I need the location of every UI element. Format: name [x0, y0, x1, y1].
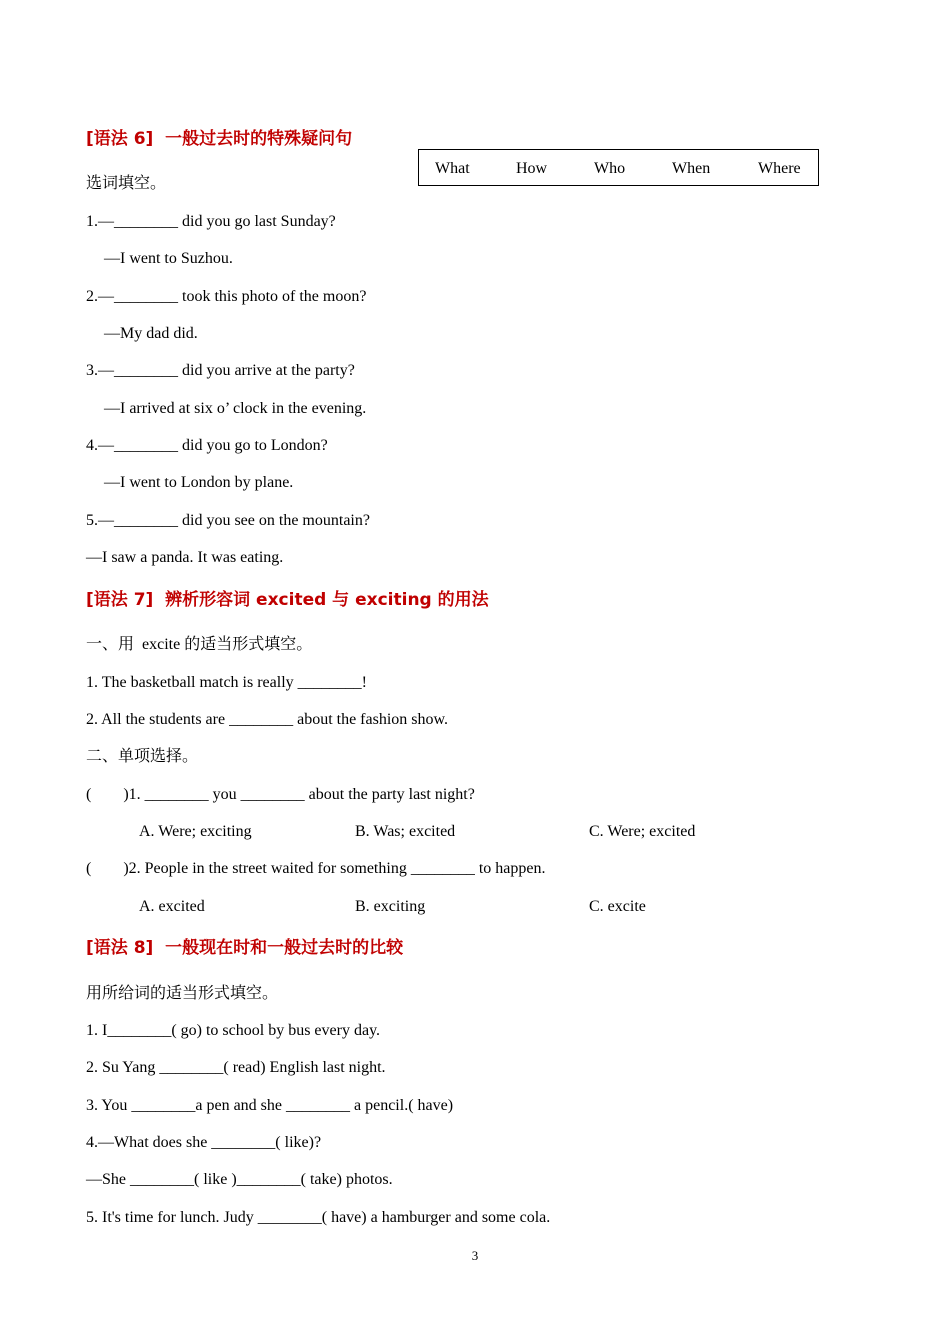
fill-item: 2. Su Yang ________( read) English last night. [86, 1059, 386, 1076]
section-8-instruction: 用所给词的适当形式填空。 [86, 985, 279, 1002]
question-line: 4.—________ did you go to London? [86, 437, 328, 454]
word-bank-box [418, 149, 819, 186]
word-bank-word: Where [758, 160, 801, 177]
fill-item: 1. The basketball match is really ________! [86, 674, 367, 691]
section-8-title: [语法 8] 一般现在时和一般过去时的比较 [86, 938, 404, 958]
word-bank-word: What [435, 160, 470, 177]
question-line: 3.—________ did you arrive at the party? [86, 362, 355, 379]
word-bank-word: Who [594, 160, 626, 177]
question-line: 5.—________ did you see on the mountain? [86, 512, 370, 529]
mc-option: B. exciting [355, 898, 426, 915]
question-line: 1.—________ did you go last Sunday? [86, 213, 336, 230]
fill-item: 2. All the students are ________ about the fashion show. [86, 711, 449, 728]
section-7-title: [语法 7] 辨析形容词 excited 与 exciting 的用法 [86, 590, 489, 610]
fill-item: 4.—What does she ________( like)? [86, 1134, 322, 1151]
fill-item: 1. I________( go) to school by bus every day. [86, 1022, 381, 1039]
mc-option: C. Were; excited [589, 823, 696, 840]
page-number: 3 [471, 1248, 479, 1263]
answer-line: —I went to Suzhou. [104, 250, 233, 267]
section-6-instruction: 选词填空。 [86, 175, 167, 192]
fill-item: 3. You ________a pen and she ________ a pencil.( have) [86, 1097, 454, 1114]
answer-line: —I arrived at six o’ clock in the evening. [104, 400, 367, 417]
word-bank-word: How [516, 160, 548, 177]
mc-option: C. excite [589, 898, 646, 915]
answer-line: —I saw a panda. It was eating. [86, 549, 284, 566]
part-1-title: 一、用 excite 的适当形式填空。 [86, 636, 313, 653]
mc-question: ( )1. ________ you ________ about the party last night? [86, 786, 475, 803]
answer-line: —My dad did. [104, 325, 198, 342]
mc-question: ( )2. People in the street waited for something ________ to happen. [86, 860, 546, 877]
mc-option: B. Was; excited [355, 823, 456, 840]
fill-item: —She ________( like )________( take) photos. [86, 1171, 393, 1188]
mc-option: A. Were; exciting [139, 823, 252, 840]
mc-option: A. excited [139, 898, 205, 915]
word-bank-word: When [672, 160, 711, 177]
part-2-title: 二、单项选择。 [86, 748, 199, 765]
fill-item: 5. It's time for lunch. Judy ________( have) a hamburger and some cola. [86, 1209, 551, 1226]
section-6-title: [语法 6] 一般过去时的特殊疑问句 [86, 129, 353, 149]
answer-line: —I went to London by plane. [104, 474, 294, 491]
question-line: 2.—________ took this photo of the moon? [86, 288, 367, 305]
